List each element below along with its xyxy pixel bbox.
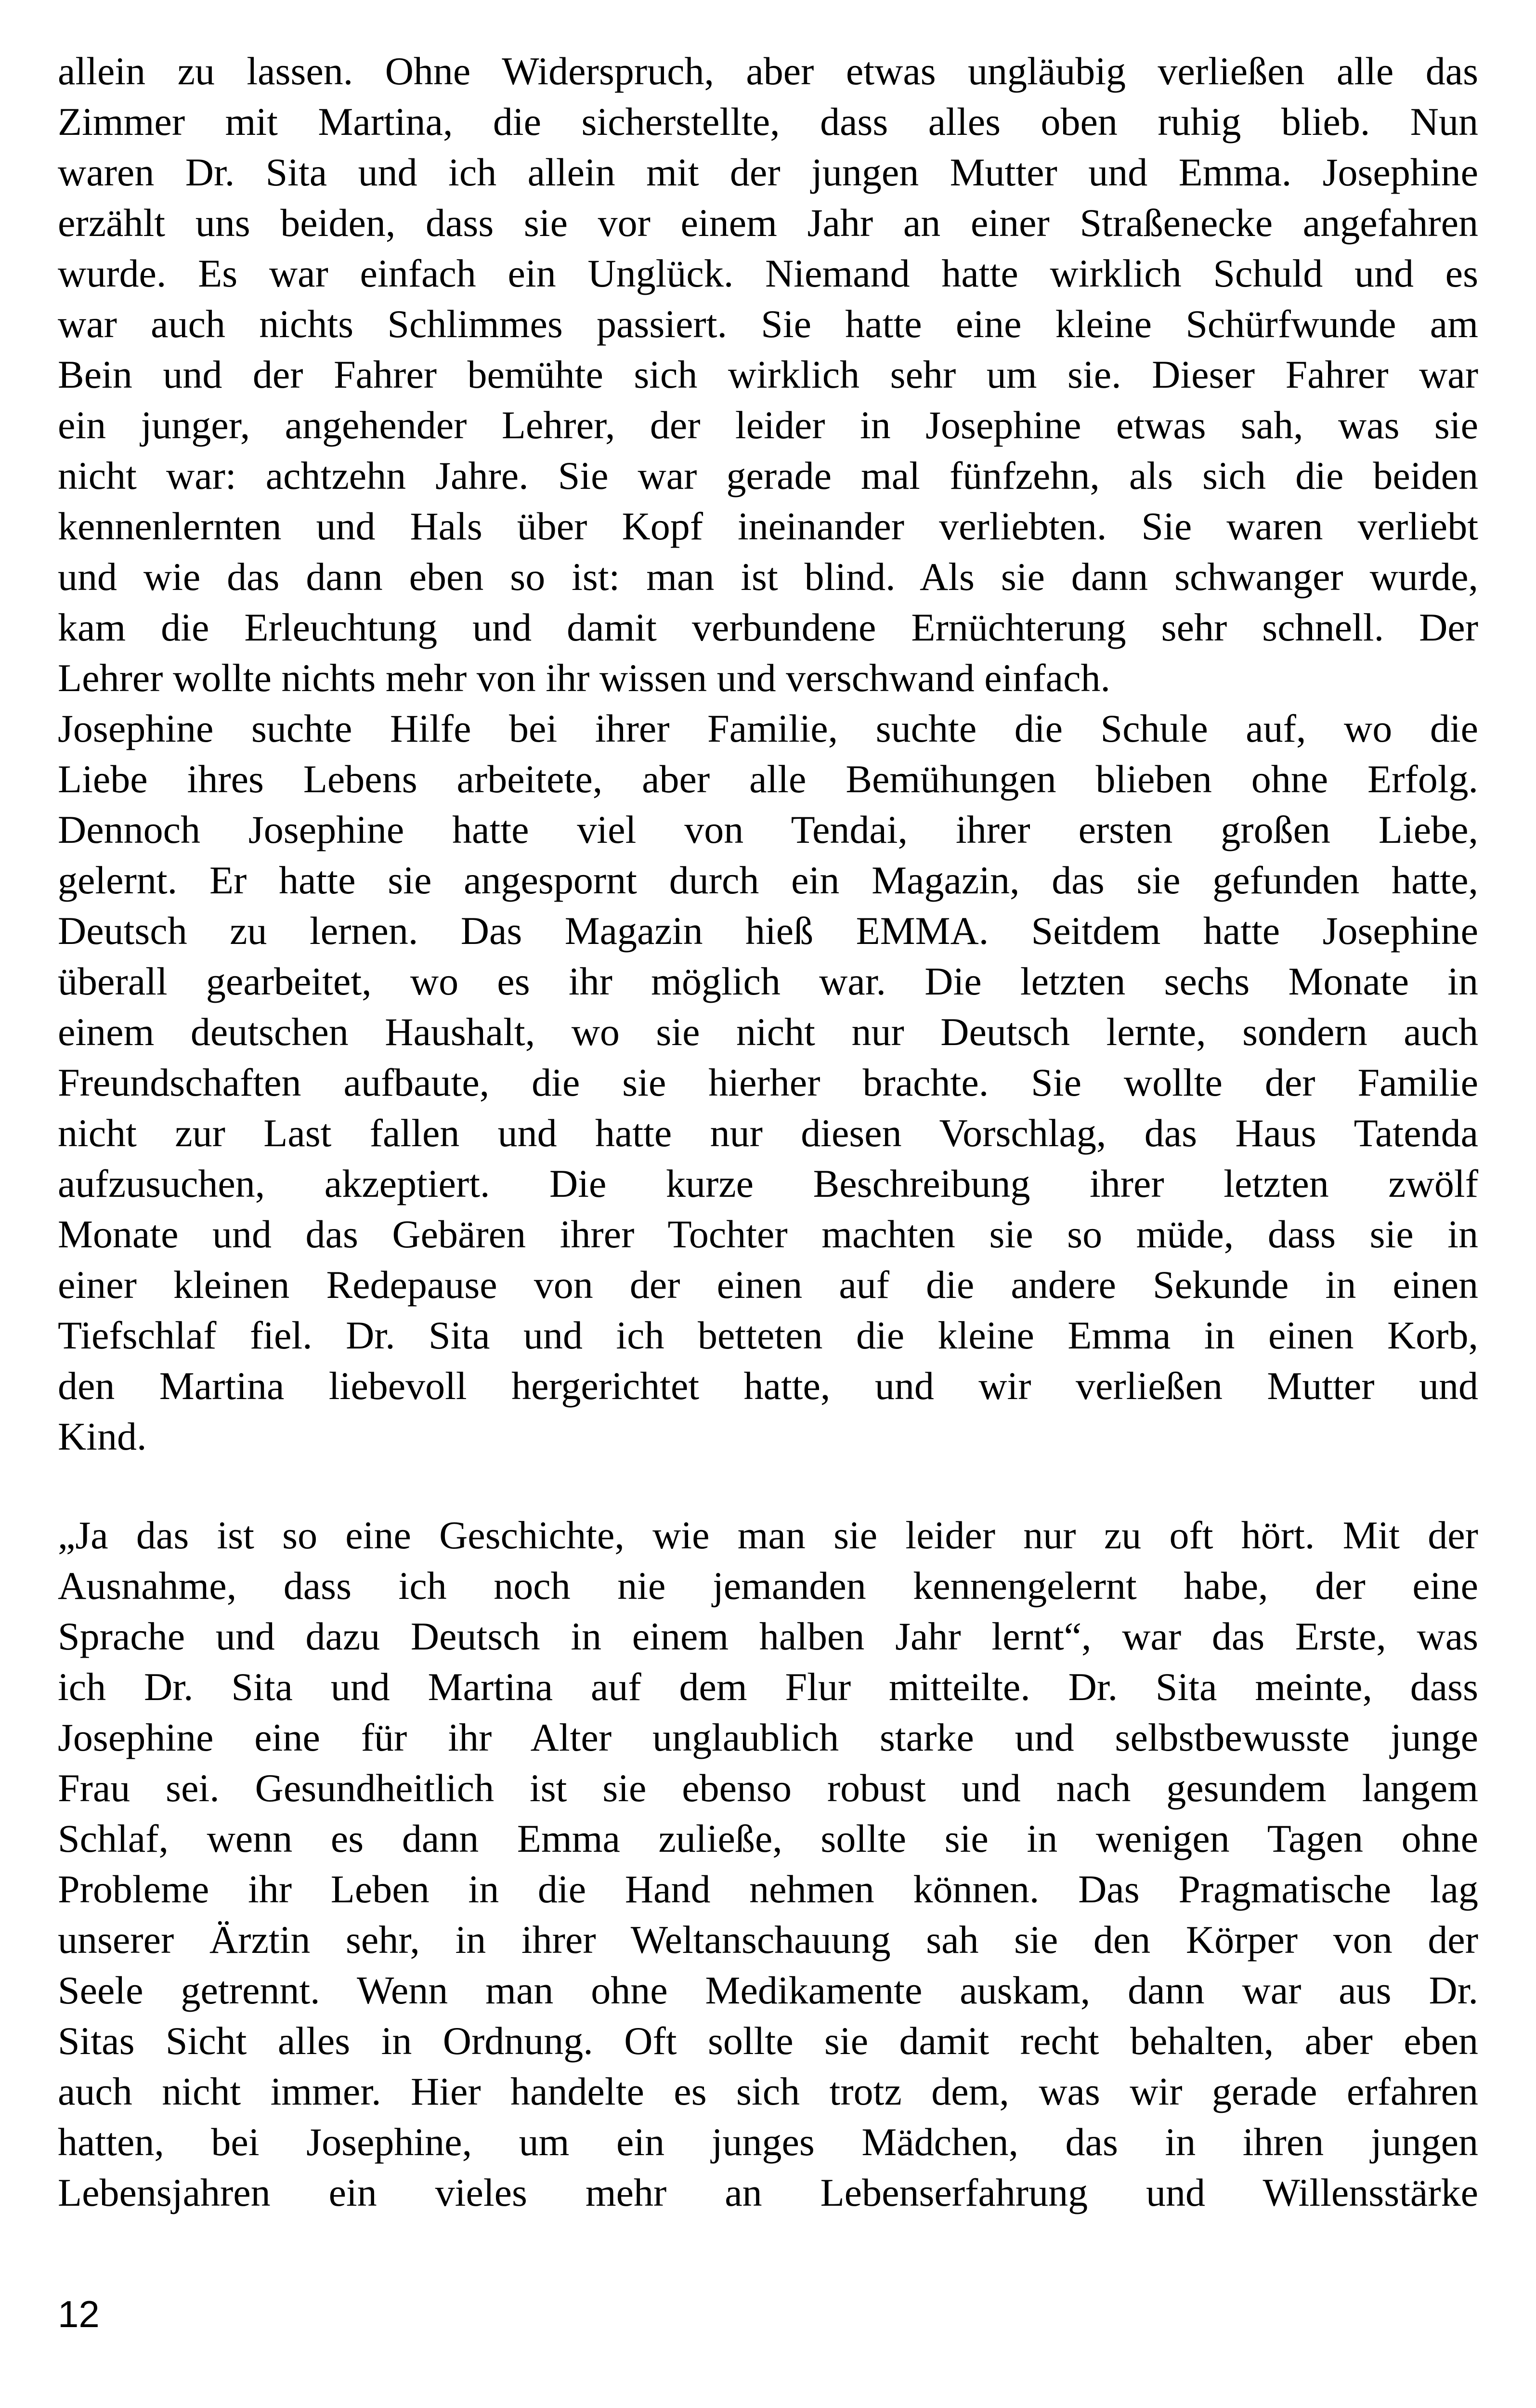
- text-line: Schlaf, wenn es dann Emma zuließe, sollte sie in wenigen Tagen ohne: [58, 1817, 1478, 1860]
- text-line: Deutsch zu lernen. Das Magazin hieß EMMA. Seitdem hatte Josephine: [58, 909, 1478, 953]
- text-line: Freundschaften aufbaute, die sie hierher brachte. Sie wollte der Familie: [58, 1060, 1478, 1104]
- text-line: unserer Ärztin sehr, in ihrer Weltanschauung sah sie den Körper von der: [58, 1918, 1478, 1962]
- text-line: ein junger, angehender Lehrer, der leider in Josephine etwas sah, was sie: [58, 403, 1478, 447]
- text-line: überall gearbeitet, wo es ihr möglich war. Die letzten sechs Monate in: [58, 959, 1478, 1003]
- text-line: Josephine eine für ihr Alter unglaublich starke und selbstbewusste junge: [58, 1715, 1478, 1759]
- text-line: Monate und das Gebären ihrer Tochter machten sie so müde, dass sie in: [58, 1212, 1478, 1256]
- text-line: nicht zur Last fallen und hatte nur diesen Vorschlag, das Haus Tatenda: [58, 1111, 1478, 1155]
- text-line: Sprache und dazu Deutsch in einem halben Jahr lernt“, war das Erste, was: [58, 1614, 1478, 1658]
- text-line: wurde. Es war einfach ein Unglück. Niemand hatte wirklich Schuld und es: [58, 251, 1478, 295]
- text-line: auch nicht immer. Hier handelte es sich trotz dem, was wir gerade erfahren: [58, 2069, 1478, 2113]
- text-line: Tiefschlaf fiel. Dr. Sita und ich betteten die kleine Emma in einen Korb,: [58, 1313, 1478, 1357]
- text-line: Kind.: [58, 1414, 147, 1458]
- text-line: Sitas Sicht alles in Ordnung. Oft sollte sie damit recht behalten, aber eben: [58, 2019, 1478, 2063]
- text-line: nicht war: achtzehn Jahre. Sie war gerade mal fünfzehn, als sich die beiden: [58, 454, 1478, 497]
- text-line: Lehrer wollte nichts mehr von ihr wissen und verschwand einfach.: [58, 656, 1111, 700]
- text-line: Zimmer mit Martina, die sicherstellte, dass alles oben ruhig blieb. Nun: [58, 100, 1478, 144]
- text-line: Dennoch Josephine hatte viel von Tendai, ihrer ersten großen Liebe,: [58, 808, 1478, 851]
- text-line: Ausnahme, dass ich noch nie jemanden kennengelernt habe, der eine: [58, 1564, 1478, 1608]
- text-line: kennenlernten und Hals über Kopf ineinander verliebten. Sie waren verliebt: [58, 504, 1478, 548]
- paragraph-1: [58, 46, 1478, 1462]
- text-line: den Martina liebevoll hergerichtet hatte, und wir verließen Mutter und: [58, 1364, 1478, 1408]
- text-line: „Ja das ist so eine Geschichte, wie man sie leider nur zu oft hört. Mit der: [58, 1513, 1478, 1557]
- text-line: aufzusuchen, akzeptiert. Die kurze Beschreibung ihrer letzten zwölf: [58, 1162, 1478, 1205]
- text-line: einer kleinen Redepause von der einen auf die andere Sekunde in einen: [58, 1263, 1478, 1307]
- text-line: waren Dr. Sita und ich allein mit der jungen Mutter und Emma. Josephine: [58, 150, 1478, 194]
- paragraph-2: [58, 1510, 1478, 2218]
- paragraph-gap: [58, 1462, 1478, 1510]
- text-line: ich Dr. Sita und Martina auf dem Flur mitteilte. Dr. Sita meinte, dass: [58, 1665, 1478, 1709]
- text-line: Liebe ihres Lebens arbeitete, aber alle Bemühungen blieben ohne Erfolg.: [58, 757, 1478, 801]
- page-number: 12: [58, 2293, 100, 2335]
- text-line: erzählt uns beiden, dass sie vor einem Jahr an einer Straßenecke angefahren: [58, 201, 1478, 245]
- text-line: Seele getrennt. Wenn man ohne Medikamente auskam, dann war aus Dr.: [58, 1968, 1478, 2012]
- text-line: gelernt. Er hatte sie angespornt durch ein Magazin, das sie gefunden hatte,: [58, 858, 1478, 902]
- text-line: Josephine suchte Hilfe bei ihrer Familie, suchte die Schule auf, wo die: [58, 707, 1478, 750]
- text-line: und wie das dann eben so ist: man ist blind. Als sie dann schwanger wurde,: [58, 555, 1478, 599]
- text-line: Probleme ihr Leben in die Hand nehmen können. Das Pragmatische lag: [58, 1867, 1478, 1911]
- text-line: allein zu lassen. Ohne Widerspruch, aber etwas ungläubig verließen alle das: [58, 49, 1478, 93]
- text-line: Bein und der Fahrer bemühte sich wirklich sehr um sie. Dieser Fahrer war: [58, 353, 1478, 396]
- text-line: einem deutschen Haushalt, wo sie nicht nur Deutsch lernte, sondern auch: [58, 1010, 1478, 1054]
- text-line: war auch nichts Schlimmes passiert. Sie hatte eine kleine Schürfwunde am: [58, 302, 1478, 346]
- page-body: [58, 46, 1478, 2218]
- text-line: hatten, bei Josephine, um ein junges Mädchen, das in ihren jungen: [58, 2120, 1478, 2164]
- text-line: Lebensjahren ein vieles mehr an Lebenserfahrung und Willensstärke: [58, 2171, 1478, 2214]
- text-line: kam die Erleuchtung und damit verbundene Ernüchterung sehr schnell. Der: [58, 605, 1478, 649]
- text-line: Frau sei. Gesundheitlich ist sie ebenso robust und nach gesundem langem: [58, 1766, 1478, 1810]
